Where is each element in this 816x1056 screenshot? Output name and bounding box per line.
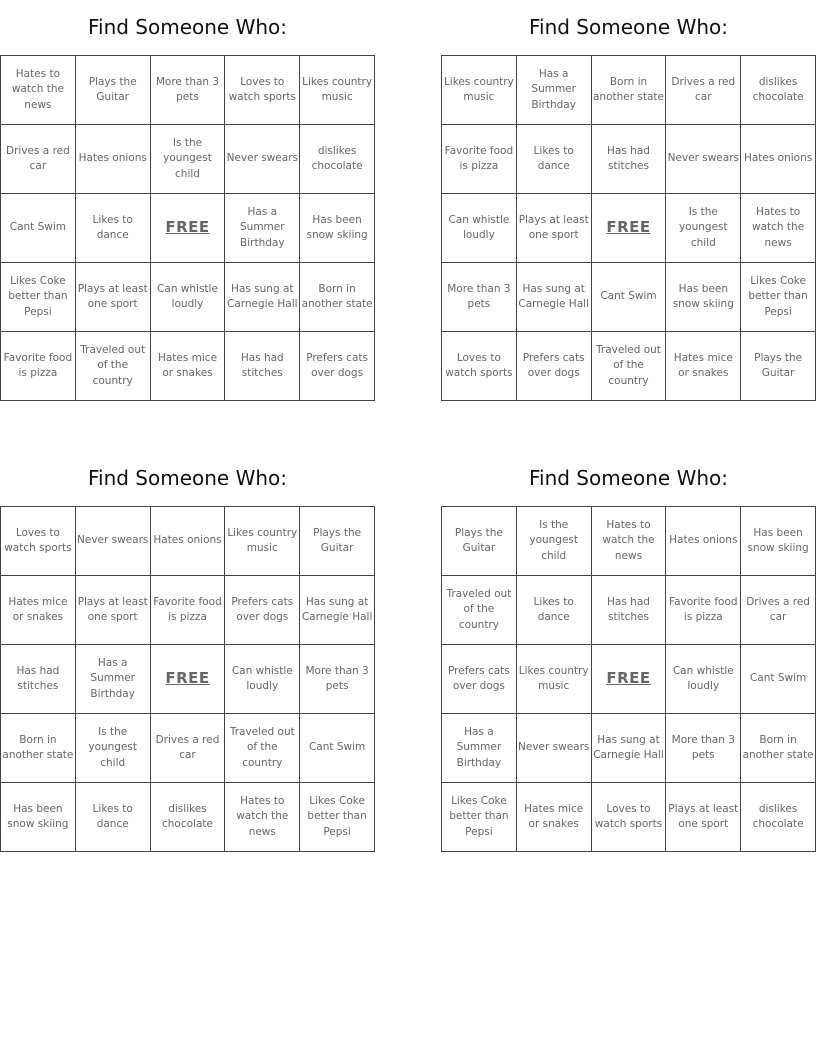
grid-cell: Drives a red car [150, 714, 225, 783]
grid-cell: Favorite food is pizza [1, 332, 76, 401]
grid-row [442, 576, 816, 645]
grid-cell: Hates to watch the news [1, 56, 76, 125]
grid-cell: Loves to watch sports [225, 56, 300, 125]
grid-cell: Can whistle loudly [442, 194, 517, 263]
grid-row [442, 125, 816, 194]
grid-cell: Prefers cats over dogs [225, 576, 300, 645]
card-title: Find Someone Who: [87, 15, 288, 39]
grid-cell: Has a Summer Birthday [516, 56, 591, 125]
grid-cell: Likes Coke better than Pepsi [442, 783, 517, 852]
grid-row [1, 56, 375, 125]
grid-cell: More than 3 pets [300, 645, 375, 714]
grid-cell: Has a Summer Birthday [225, 194, 300, 263]
grid-cell: Hates mice or snakes [1, 576, 76, 645]
grid-cell: Plays the Guitar [442, 507, 517, 576]
grid-cell: Likes Coke better than Pepsi [300, 783, 375, 852]
grid-row [1, 194, 375, 263]
grid-cell: Hates mice or snakes [516, 783, 591, 852]
grid-cell: Prefers cats over dogs [442, 645, 517, 714]
grid-cell: Has sung at Carnegie Hall [300, 576, 375, 645]
bingo-card-3 [0, 460, 375, 852]
grid-cell: Can whistle loudly [225, 645, 300, 714]
grid-cell: Can whistle loudly [150, 263, 225, 332]
grid-cell: Plays at least one sport [516, 194, 591, 263]
grid-cell: Hates mice or snakes [150, 332, 225, 401]
grid-row [442, 783, 816, 852]
free-space: FREE [150, 645, 225, 714]
grid-row [442, 507, 816, 576]
grid-cell: Plays the Guitar [300, 507, 375, 576]
grid-cell: Drives a red car [1, 125, 76, 194]
bingo-card-1 [0, 9, 375, 401]
grid-cell: Traveled out of the country [591, 332, 666, 401]
grid-cell: Plays at least one sport [666, 783, 741, 852]
grid-row [442, 56, 816, 125]
grid-row [442, 645, 816, 714]
grid-cell: Hates to watch the news [741, 194, 816, 263]
grid-cell: More than 3 pets [666, 714, 741, 783]
grid-cell: Likes to dance [75, 194, 150, 263]
grid-cell: Is the youngest child [516, 507, 591, 576]
card-title: Find Someone Who: [528, 466, 729, 490]
grid-cell: Has sung at Carnegie Hall [516, 263, 591, 332]
grid-cell: Is the youngest child [150, 125, 225, 194]
grid-cell: Traveled out of the country [225, 714, 300, 783]
grid-cell: Likes Coke better than Pepsi [741, 263, 816, 332]
grid-cell: Likes to dance [516, 576, 591, 645]
grid-row [1, 507, 375, 576]
grid-cell: Plays the Guitar [75, 56, 150, 125]
grid-cell: Prefers cats over dogs [300, 332, 375, 401]
grid-row [1, 576, 375, 645]
grid-cell: Never swears [225, 125, 300, 194]
grid-cell: Has had stitches [225, 332, 300, 401]
grid-cell: Loves to watch sports [1, 507, 76, 576]
grid-cell: Never swears [516, 714, 591, 783]
free-space: FREE [591, 645, 666, 714]
grid-cell: Has had stitches [591, 576, 666, 645]
grid-cell: Has been snow skiing [1, 783, 76, 852]
grid-cell: More than 3 pets [442, 263, 517, 332]
grid-cell: Likes country music [516, 645, 591, 714]
grid-cell: Plays at least one sport [75, 576, 150, 645]
grid-cell: Born in another state [741, 714, 816, 783]
grid-cell: Cant Swim [741, 645, 816, 714]
grid-cell: Loves to watch sports [591, 783, 666, 852]
grid-cell: Drives a red car [666, 56, 741, 125]
grid-cell: Hates onions [666, 507, 741, 576]
grid-cell: Favorite food is pizza [666, 576, 741, 645]
grid-cell: Loves to watch sports [442, 332, 517, 401]
grid-cell: Born in another state [1, 714, 76, 783]
grid-cell: Is the youngest child [75, 714, 150, 783]
grid-cell: Likes Coke better than Pepsi [1, 263, 76, 332]
grid-cell: Cant Swim [1, 194, 76, 263]
grid-row [1, 263, 375, 332]
grid-cell: Born in another state [300, 263, 375, 332]
grid-cell: Has been snow skiing [666, 263, 741, 332]
bingo-grid [441, 506, 816, 852]
grid-cell: Traveled out of the country [75, 332, 150, 401]
grid-cell: Plays the Guitar [741, 332, 816, 401]
grid-cell: More than 3 pets [150, 56, 225, 125]
grid-cell: Cant Swim [300, 714, 375, 783]
grid-cell: Hates onions [150, 507, 225, 576]
grid-cell: Favorite food is pizza [442, 125, 517, 194]
grid-cell: Hates onions [75, 125, 150, 194]
grid-cell: Prefers cats over dogs [516, 332, 591, 401]
grid-cell: Hates mice or snakes [666, 332, 741, 401]
grid-cell: dislikes chocolate [150, 783, 225, 852]
bingo-grid [0, 55, 375, 401]
card-title: Find Someone Who: [87, 466, 288, 490]
grid-cell: Likes to dance [516, 125, 591, 194]
grid-row [442, 263, 816, 332]
grid-row [1, 645, 375, 714]
grid-cell: Likes country music [442, 56, 517, 125]
grid-cell: Hates onions [741, 125, 816, 194]
grid-cell: Can whistle loudly [666, 645, 741, 714]
grid-cell: Has been snow skiing [300, 194, 375, 263]
card-title: Find Someone Who: [528, 15, 729, 39]
bingo-grid [0, 506, 375, 852]
bingo-grid [441, 55, 816, 401]
grid-cell: Has sung at Carnegie Hall [225, 263, 300, 332]
grid-cell: dislikes chocolate [300, 125, 375, 194]
grid-cell: Traveled out of the country [442, 576, 517, 645]
grid-row [1, 783, 375, 852]
grid-cell: Has a Summer Birthday [442, 714, 517, 783]
grid-row [442, 332, 816, 401]
grid-cell: Is the youngest child [666, 194, 741, 263]
grid-cell: Has had stitches [1, 645, 76, 714]
bingo-card-4 [441, 460, 816, 852]
grid-cell: Never swears [666, 125, 741, 194]
grid-cell: Hates to watch the news [225, 783, 300, 852]
grid-cell: Favorite food is pizza [150, 576, 225, 645]
bingo-card-2 [441, 9, 816, 401]
grid-cell: Drives a red car [741, 576, 816, 645]
grid-cell: Cant Swim [591, 263, 666, 332]
grid-cell: Hates to watch the news [591, 507, 666, 576]
grid-cell: Likes country music [225, 507, 300, 576]
grid-cell: Has sung at Carnegie Hall [591, 714, 666, 783]
grid-cell: Has had stitches [591, 125, 666, 194]
grid-row [1, 714, 375, 783]
grid-cell: Plays at least one sport [75, 263, 150, 332]
grid-cell: Likes country music [300, 56, 375, 125]
grid-cell: dislikes chocolate [741, 56, 816, 125]
grid-cell: Has a Summer Birthday [75, 645, 150, 714]
grid-row [1, 125, 375, 194]
grid-cell: Has been snow skiing [741, 507, 816, 576]
grid-cell: Born in another state [591, 56, 666, 125]
free-space: FREE [150, 194, 225, 263]
grid-cell: Never swears [75, 507, 150, 576]
grid-cell: dislikes chocolate [741, 783, 816, 852]
grid-row [442, 194, 816, 263]
free-space: FREE [591, 194, 666, 263]
grid-cell: Likes to dance [75, 783, 150, 852]
grid-row [1, 332, 375, 401]
grid-row [442, 714, 816, 783]
